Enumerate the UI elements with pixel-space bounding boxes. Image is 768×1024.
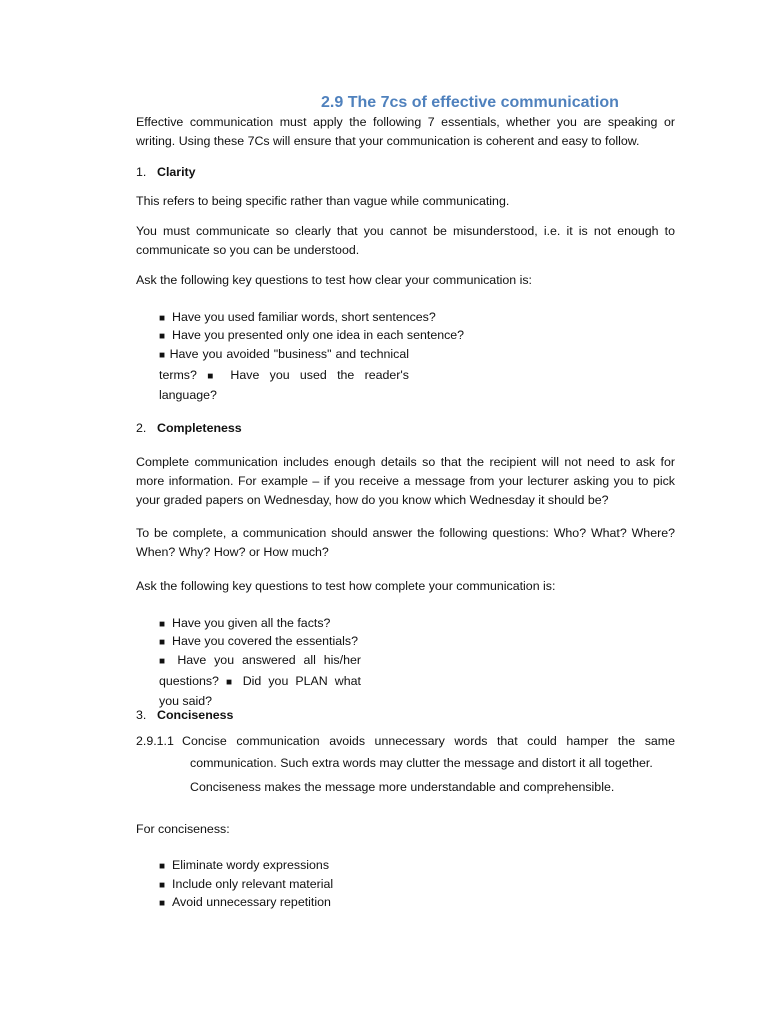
square-bullet-icon: ■ xyxy=(207,370,221,382)
clarity-paragraph-2: You must communicate so clearly that you cannot be misunderstood, i.e. it is not enough to communicate so you can be understood. xyxy=(136,224,675,257)
list-item xyxy=(159,614,330,634)
bullet-text: Have you given all the facts? xyxy=(172,616,331,630)
bullet-text: Have you used familiar words, short sentences? xyxy=(172,310,436,324)
square-bullet-icon: ■ xyxy=(159,880,166,891)
bullet-text: Have you covered the essentials? xyxy=(172,634,358,648)
clarity-paragraph-3: Ask the following key questions to test how clear your communication is: xyxy=(136,273,532,287)
bullet-text: Have you used the reader's language? xyxy=(159,367,409,402)
conciseness-lead: For conciseness: xyxy=(136,822,230,836)
square-bullet-icon: ■ xyxy=(159,637,166,648)
square-bullet-icon: ■ xyxy=(159,313,166,324)
bullet-text: Avoid unnecessary repetition xyxy=(172,895,331,909)
square-bullet-icon: ■ xyxy=(159,898,166,909)
heading-text: Clarity xyxy=(157,165,196,179)
square-bullet-icon: ■ xyxy=(159,350,166,361)
square-bullet-icon: ■ xyxy=(226,676,236,688)
bullet-text: Have you answered all his/her questions? xyxy=(159,653,361,688)
clarity-paragraph-1: This refers to being specific rather than vague while communicating. xyxy=(136,194,510,208)
list-item xyxy=(159,308,436,328)
heading-number: 2. xyxy=(136,421,147,435)
list-item-wrapped xyxy=(159,345,409,405)
bullet-text: Eliminate wordy expressions xyxy=(172,858,330,872)
section-title: 2.9 The 7cs of effective communication xyxy=(321,94,619,111)
bullet-text: Have you avoided "business" and technical terms? xyxy=(159,347,410,382)
square-bullet-icon: ■ xyxy=(159,331,166,342)
bullet-text: Include only relevant material xyxy=(172,877,334,891)
bullet-text: Did you PLAN what you said? xyxy=(159,673,361,708)
bullet-text: Have you presented only one idea in each sentence? xyxy=(172,328,465,342)
list-item-wrapped xyxy=(159,651,361,711)
heading-number: 3. xyxy=(136,708,147,722)
completeness-paragraph-1: Complete communication includes enough details so that the recipient will not need to ask for more information. For example – if you receive a message from your lecturer asking you to pick your graded papers on Wednesday, how do you know which Wednesday it should be? xyxy=(136,455,675,507)
square-bullet-icon: ■ xyxy=(159,619,166,630)
heading-text: Conciseness xyxy=(157,708,234,722)
list-item xyxy=(159,632,358,652)
list-item xyxy=(159,893,331,913)
completeness-paragraph-2: To be complete, a communication should answer the following questions: Who? What? Where? When? Why? How? or How much? xyxy=(136,526,675,559)
list-item xyxy=(159,875,333,895)
subsection-line-2: communication. Such extra words may clutter the message and distort it all together. xyxy=(190,756,653,770)
square-bullet-icon: ■ xyxy=(159,656,170,667)
square-bullet-icon: ■ xyxy=(159,861,166,872)
list-item xyxy=(159,856,329,876)
subsection-line-1: Concise communication avoids unnecessary words that could hamper the same xyxy=(182,734,675,748)
list-item xyxy=(159,326,464,346)
heading-number: 1. xyxy=(136,165,147,179)
heading-text: Completeness xyxy=(157,421,242,435)
subsection-number: 2.9.1.1 xyxy=(136,734,174,748)
intro-paragraph: Effective communication must apply the following 7 essentials, whether you are speaking or writing. Using these 7Cs will ensure that your communication is coherent and easy to follow. xyxy=(136,115,675,148)
subsection-line-3: Conciseness makes the message more understandable and comprehensible. xyxy=(190,780,615,794)
completeness-paragraph-3: Ask the following key questions to test how complete your communication is: xyxy=(136,579,556,593)
